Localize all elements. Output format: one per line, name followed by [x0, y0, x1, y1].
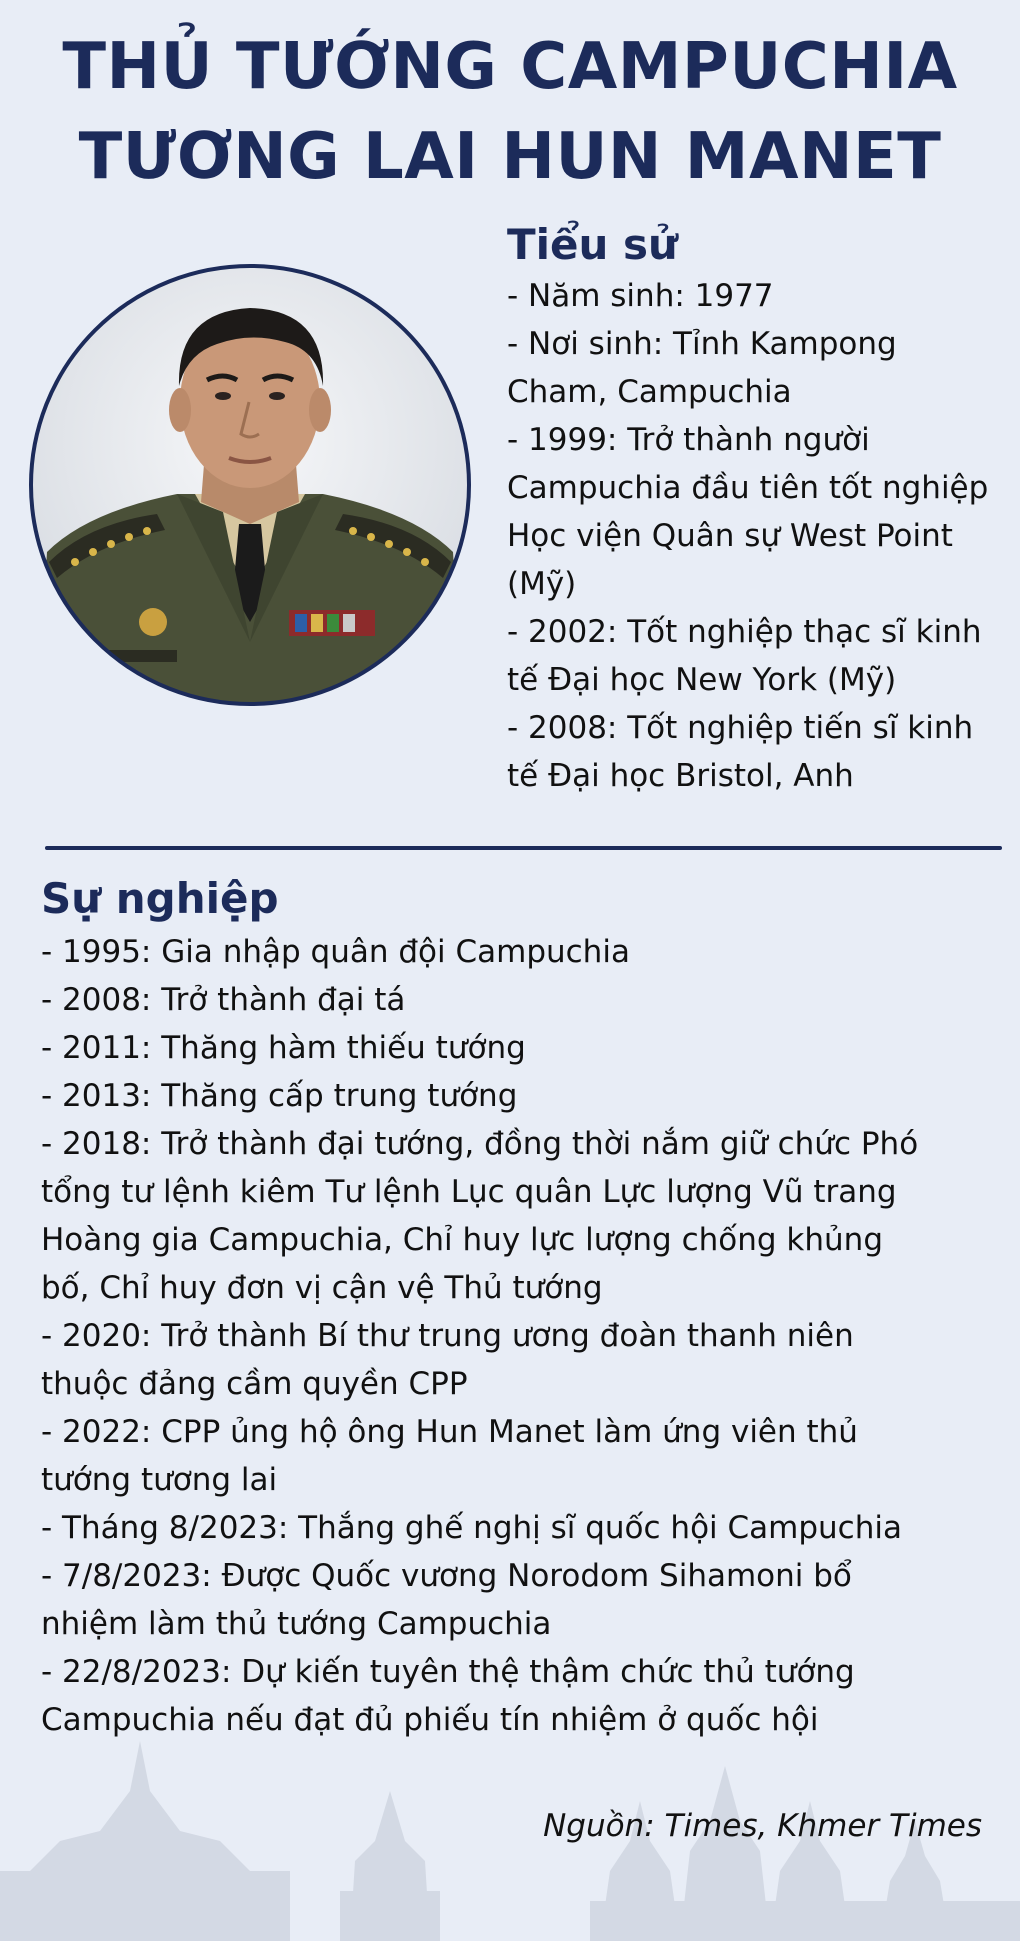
- career-line: - 2011: Thăng hàm thiếu tướng: [41, 1030, 526, 1066]
- career-line: - 2020: Trở thành Bí thư trung ương đoàn thanh niên: [41, 1318, 854, 1354]
- career-line: bố, Chỉ huy đơn vị cận vệ Thủ tướng: [41, 1270, 603, 1306]
- biography-line: - 2008: Tốt nghiệp tiến sĩ kinh: [507, 710, 974, 746]
- person-portrait-icon: [27, 262, 473, 708]
- title-line-2: TƯƠNG LAI HUN MANET: [78, 120, 942, 194]
- career-section: [41, 872, 1011, 1744]
- career-line: thuộc đảng cầm quyền CPP: [41, 1366, 468, 1402]
- career-line: Hoàng gia Campuchia, Chỉ huy lực lượng chống khủng: [41, 1222, 883, 1258]
- biography-line: Cham, Campuchia: [507, 374, 792, 410]
- biography-lines: [507, 272, 1012, 800]
- biography-line: - 1999: Trở thành người: [507, 422, 870, 458]
- biography-line: Campuchia đầu tiên tốt nghiệp: [507, 470, 989, 506]
- biography-line: (Mỹ): [507, 566, 577, 602]
- career-line: - 2022: CPP ủng hộ ông Hun Manet làm ứng viên thủ: [41, 1414, 858, 1450]
- biography-section: [507, 218, 1012, 800]
- title-line-1: THỦ TƯỚNG CAMPUCHIA: [62, 30, 958, 104]
- career-line: - 22/8/2023: Dự kiến tuyên thệ thậm chức thủ tướng: [41, 1654, 855, 1690]
- page-title: [0, 22, 1020, 202]
- career-lines: [41, 928, 1011, 1744]
- biography-line: tế Đại học New York (Mỹ): [507, 662, 897, 698]
- section-divider: [45, 846, 1002, 850]
- biography-line: - 2002: Tốt nghiệp thạc sĩ kinh: [507, 614, 982, 650]
- biography-line: tế Đại học Bristol, Anh: [507, 758, 854, 794]
- career-line: - 7/8/2023: Được Quốc vương Norodom Sihamoni bổ: [41, 1558, 852, 1594]
- career-line: Campuchia nếu đạt đủ phiếu tín nhiệm ở quốc hội: [41, 1702, 819, 1738]
- career-line: - 2013: Thăng cấp trung tướng: [41, 1078, 518, 1114]
- biography-line: - Nơi sinh: Tỉnh Kampong: [507, 326, 897, 362]
- career-line: nhiệm làm thủ tướng Campuchia: [41, 1606, 552, 1642]
- career-line: - 2018: Trở thành đại tướng, đồng thời nắm giữ chức Phó: [41, 1126, 919, 1162]
- biography-heading: Tiểu sử: [507, 220, 678, 269]
- portrait: [27, 262, 473, 708]
- biography-line: Học viện Quân sự West Point: [507, 518, 953, 554]
- biography-line: - Năm sinh: 1977: [507, 278, 774, 314]
- career-line: - 2008: Trở thành đại tá: [41, 982, 406, 1018]
- career-line: tướng tương lai: [41, 1462, 278, 1498]
- source-credit: Nguồn: Times, Khmer Times: [543, 1808, 982, 1844]
- career-line: - Tháng 8/2023: Thắng ghế nghị sĩ quốc hội Campuchia: [41, 1510, 902, 1546]
- career-line: - 1995: Gia nhập quân đội Campuchia: [41, 934, 630, 970]
- career-line: tổng tư lệnh kiêm Tư lệnh Lục quân Lực lượng Vũ trang: [41, 1174, 897, 1210]
- career-heading: Sự nghiệp: [41, 874, 279, 923]
